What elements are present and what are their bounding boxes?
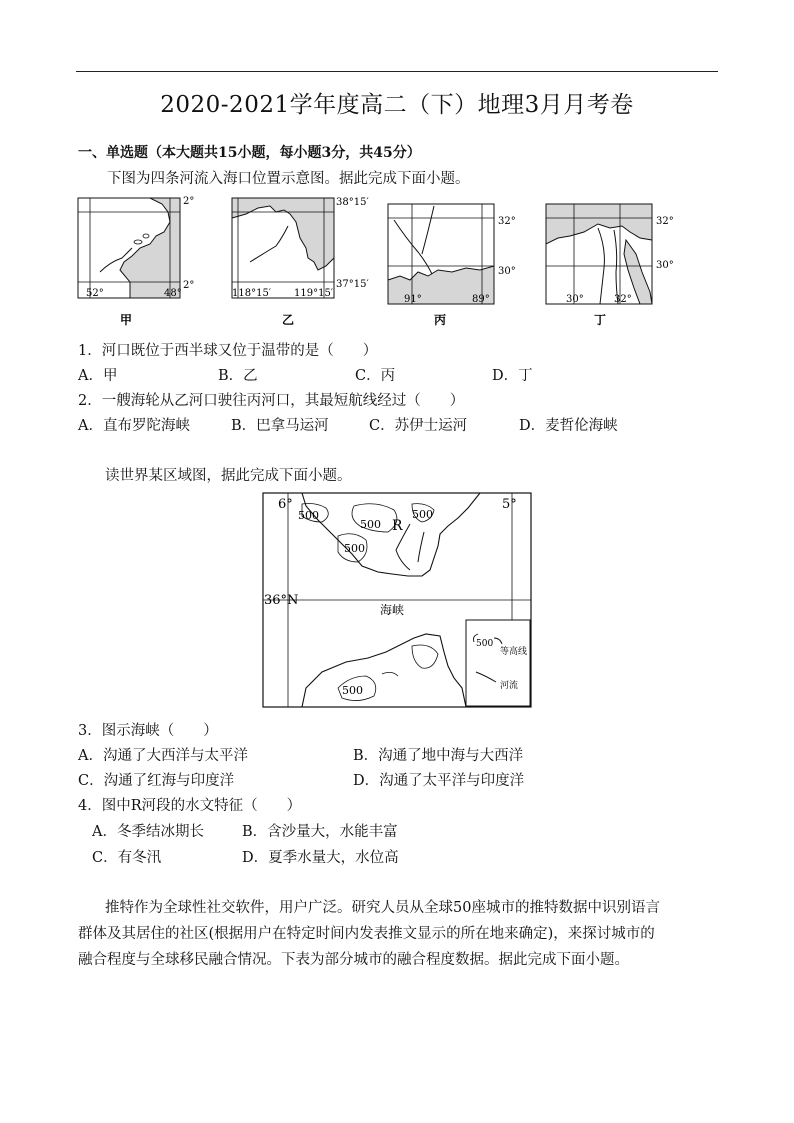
map-ding <box>546 204 674 327</box>
q1-option-a[interactable]: A．甲 <box>78 368 118 384</box>
jia-lat-top: 2° <box>183 196 195 207</box>
strait-map <box>262 492 532 708</box>
estuary-maps <box>70 192 690 332</box>
q3-option-d[interactable]: D．沟通了太平洋与印度洋 <box>353 773 525 789</box>
jia-label: 甲 <box>120 313 133 327</box>
bing-lon-left: 91° <box>404 294 422 305</box>
ding-label: 丁 <box>594 313 607 327</box>
yi-lon-left: 118°15′ <box>232 288 272 299</box>
jia-lon-right: 48° <box>164 288 182 299</box>
q1-stem: 1．河口既位于西半球又位于温带的是（ ） <box>78 343 378 359</box>
q3-stem: 3．图示海峡（ ） <box>78 723 218 739</box>
strait-map-figure <box>262 492 532 708</box>
ding-lat-top: 32° <box>656 216 674 227</box>
q2-option-d[interactable]: D．麦哲伦海峡 <box>519 418 618 434</box>
map-jia <box>78 196 194 327</box>
lon-right-label: 5° <box>502 497 517 512</box>
map-yi <box>232 197 369 327</box>
ding-lat-bottom: 30° <box>656 260 674 271</box>
q4-option-c[interactable]: C．有冬汛 <box>92 850 162 866</box>
map-bing <box>388 204 516 327</box>
group1-intro: 下图为四条河流入海口位置示意图。据此完成下面小题。 <box>107 171 470 187</box>
legend-river-text: 河流 <box>500 681 519 691</box>
page-title: 2020-2021学年度高二（下）地理3月月考卷 <box>160 92 634 118</box>
contour-label-5: 500 <box>342 684 363 697</box>
q2-stem: 2．一艘海轮从乙河口驶往丙河口，其最短航线经过（ ） <box>78 393 465 409</box>
q3-option-a[interactable]: A．沟通了大西洋与太平洋 <box>78 748 248 764</box>
q1-option-c[interactable]: C．丙 <box>355 368 396 384</box>
group2-intro: 读世界某区域图，据此完成下面小题。 <box>105 468 352 484</box>
q2-option-b[interactable]: B．巴拿马运河 <box>231 418 329 434</box>
jia-lon-left: 52° <box>86 288 104 299</box>
lon-left-label: 6° <box>278 497 293 512</box>
q4-option-b[interactable]: B．含沙量大，水能丰富 <box>242 824 398 840</box>
q1-option-d[interactable]: D．丁 <box>492 368 533 384</box>
q3-option-c[interactable]: C．沟通了红海与印度洋 <box>78 773 235 789</box>
jia-lat-bottom: 2° <box>183 280 195 291</box>
contour-label-1: 500 <box>298 509 319 522</box>
map-legend <box>466 620 530 706</box>
q4-option-a[interactable]: A．冬季结冰期长 <box>92 824 204 840</box>
estuary-maps-figure <box>70 192 690 332</box>
yi-lat-top: 38°15′ <box>336 197 369 208</box>
legend-contour-value: 500 <box>476 639 494 649</box>
header-rule <box>76 71 718 72</box>
yi-lon-right: 119°15′ <box>294 288 334 299</box>
group3-line-1: 推特作为全球性社交软件，用户广泛。研究人员从全球50座城市的推特数据中识别语言 <box>105 900 660 916</box>
bing-lat-top: 32° <box>498 216 516 227</box>
ding-lon-right: 32° <box>614 294 632 305</box>
q1-option-b[interactable]: B．乙 <box>218 368 258 384</box>
legend-contour-text: 等高线 <box>500 647 528 657</box>
contour-label-3: 500 <box>412 508 433 521</box>
q3-option-b[interactable]: B．沟通了地中海与大西洋 <box>353 748 524 764</box>
bing-lat-bottom: 30° <box>498 266 516 277</box>
group3-line-3: 融合程度与全球移民融合情况。下表为部分城市的融合程度数据。据此完成下面小题。 <box>78 952 629 968</box>
ding-lon-left: 30° <box>566 294 584 305</box>
q4-stem: 4．图中R河段的水文特征（ ） <box>78 798 302 814</box>
q2-option-c[interactable]: C．苏伊士运河 <box>369 418 468 434</box>
q4-option-d[interactable]: D．夏季水量大，水位高 <box>242 850 399 866</box>
lat-label: 36°N <box>264 593 299 608</box>
strait-label: 海峡 <box>380 603 405 617</box>
bing-lon-right: 89° <box>472 294 490 305</box>
river-r-label: R <box>392 518 403 534</box>
section-heading: 一、单选题（本大题共15小题，每小题3分，共45分） <box>78 145 421 161</box>
yi-label: 乙 <box>282 313 295 327</box>
contour-label-2: 500 <box>360 518 381 531</box>
yi-lat-bottom: 37°15′ <box>336 279 369 290</box>
bing-label: 丙 <box>434 313 447 327</box>
contour-label-4: 500 <box>344 542 365 555</box>
q2-option-a[interactable]: A．直布罗陀海峡 <box>78 418 190 434</box>
group3-line-2: 群体及其居住的社区(根据用户在特定时间内发表推文显示的所在地来确定)，来探讨城市的 <box>78 926 655 942</box>
